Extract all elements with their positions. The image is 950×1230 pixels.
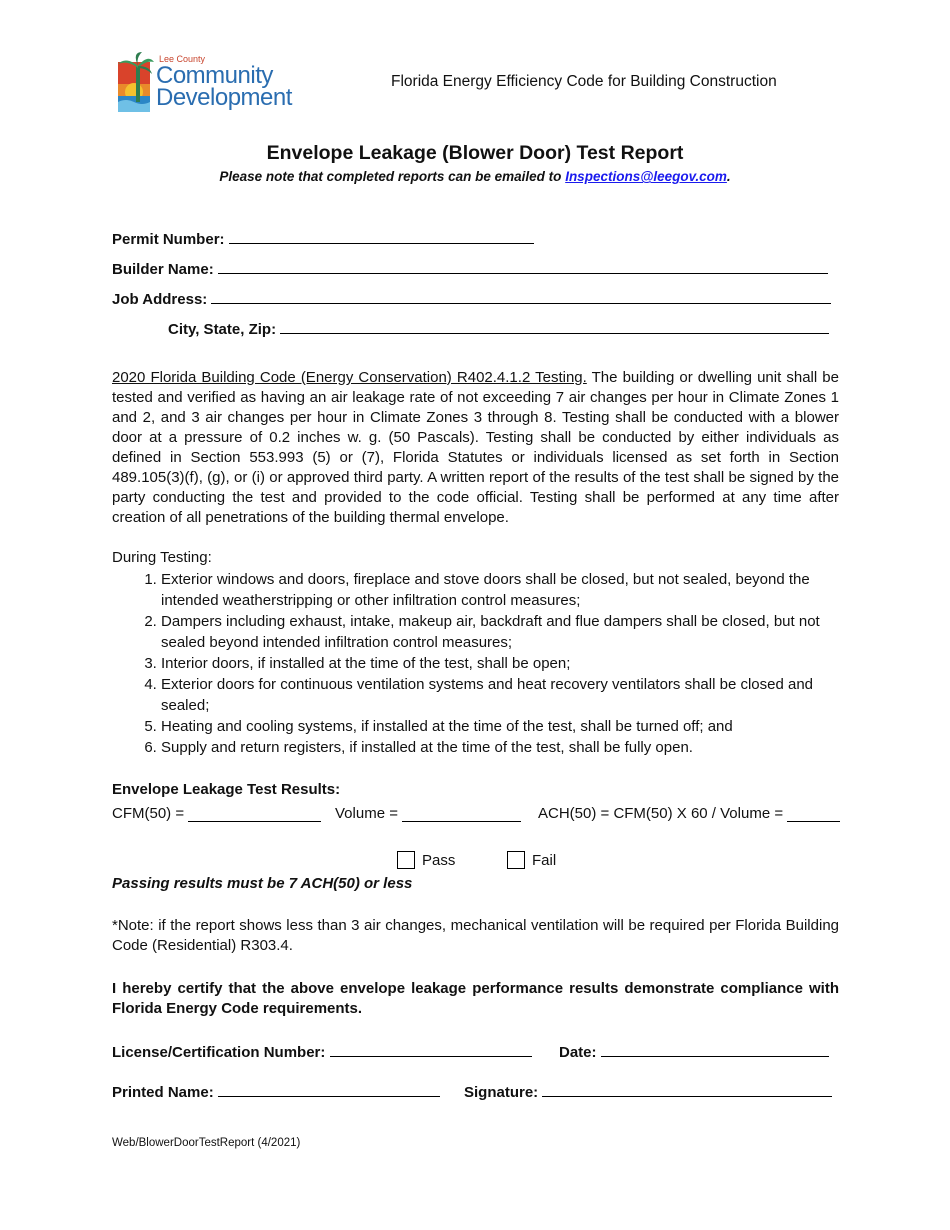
ach-input-line[interactable]: [787, 806, 840, 822]
list-item: 3. Interior doors, if installed at the time of the test, shall be open;: [161, 653, 839, 674]
cfm-label: CFM(50) =: [112, 805, 185, 822]
signature-field: [464, 1082, 832, 1101]
date-input-line[interactable]: [601, 1042, 829, 1057]
logo-community-text: Community: [156, 62, 273, 89]
volume-field: [335, 805, 521, 822]
pass-label: Pass: [422, 851, 456, 869]
signature-label: Signature:: [464, 1084, 539, 1101]
job-address-input-line[interactable]: [211, 289, 831, 304]
ventilation-note: *Note: if the report shows less than 3 air changes, mechanical ventilation will be required per Florida Building Code (Residential) R303.4.: [112, 917, 839, 954]
builder-name-input-line[interactable]: [218, 259, 828, 274]
testing-conditions-list: [112, 569, 839, 758]
list-item: 2. Dampers including exhaust, intake, makeup air, backdraft and flue dampers shall be closed, but not sealed beyond intended infiltration control measures;: [161, 611, 839, 653]
date-label: Date:: [559, 1044, 597, 1061]
palm-tree-icon: [116, 52, 154, 114]
cfm-input-line[interactable]: [188, 806, 321, 822]
volume-input-line[interactable]: [402, 806, 521, 822]
license-number-input-line[interactable]: [330, 1042, 532, 1057]
license-number-field: [112, 1042, 532, 1061]
signature-input-line[interactable]: [542, 1082, 832, 1097]
code-text: The building or dwelling unit shall be tested and verified as having an air leakage rate of not exceeding 7 air changes per hour in Climate Zones 1 and 2, and 3 air changes per hour in Climate Zones 3 through 8. Testing shall be conducted with a blower door at a pressure of 0.2 inches w. g. (50 Pascals). Testing shall be conducted by either individuals as defined in Section 553.993 (5) or (7), Florida Statutes or individuals licensed as set forth in Section 489.105(3)(f), (g), or (i) or approved third party. A written report of the results of the test shall be signed by the party conducting the test and provided to the code official. Testing shall be performed at any time after creation of all penetrations of the building thermal envelope.: [112, 369, 839, 526]
logo-development-text: Development: [156, 84, 292, 111]
city-state-zip-field: [168, 319, 829, 338]
energy-code-header: Florida Energy Efficiency Code for Building Construction: [391, 73, 777, 90]
permit-number-input-line[interactable]: [229, 229, 534, 244]
city-state-zip-input-line[interactable]: [280, 319, 829, 334]
fail-label: Fail: [532, 851, 557, 869]
builder-name-label: Builder Name:: [112, 261, 214, 278]
city-state-zip-label: City, State, Zip:: [168, 321, 277, 338]
certification-statement: I hereby certify that the above envelope leakage performance results demonstrate compliance with Florida Energy Code requirements.: [112, 980, 839, 1017]
email-note-suffix: .: [726, 169, 731, 184]
email-note: [0, 169, 950, 184]
logo-county-text: Lee County: [159, 54, 206, 64]
fail-option[interactable]: [507, 851, 556, 869]
volume-label: Volume =: [335, 805, 398, 822]
ach-field: [538, 805, 840, 822]
license-number-label: License/Certification Number:: [112, 1044, 326, 1061]
job-address-label: Job Address:: [112, 291, 208, 308]
ach-label: ACH(50) = CFM(50) X 60 / Volume =: [538, 805, 784, 822]
code-requirement-paragraph: [112, 368, 839, 528]
cfm-field: [112, 805, 321, 822]
printed-name-label: Printed Name:: [112, 1084, 214, 1101]
list-item: 5. Heating and cooling systems, if installed at the time of the test, shall be turned off; and: [161, 716, 839, 737]
form-footer-id: Web/BlowerDoorTestReport (4/2021): [112, 1137, 301, 1149]
passing-criteria-note: Passing results must be 7 ACH(50) or less: [112, 875, 413, 892]
community-development-logo: [116, 50, 302, 116]
list-item: 4. Exterior doors for continuous ventilation systems and heat recovery ventilators shall be closed and sealed;: [161, 674, 839, 716]
permit-number-label: Permit Number:: [112, 231, 225, 248]
permit-number-field: [112, 229, 534, 248]
pass-checkbox[interactable]: [397, 851, 415, 869]
job-address-field: [112, 289, 831, 308]
report-title: Envelope Leakage (Blower Door) Test Report: [266, 142, 684, 164]
email-note-prefix: Please note that completed reports can be emailed to: [219, 169, 566, 184]
printed-name-input-line[interactable]: [218, 1082, 440, 1097]
pass-option[interactable]: [397, 851, 455, 869]
list-item: 1. Exterior windows and doors, fireplace and stove doors shall be closed, but not sealed, beyond the intended weatherstripping or other infiltration control measures;: [161, 569, 839, 611]
test-results-heading: Envelope Leakage Test Results:: [112, 781, 341, 798]
builder-name-field: [112, 259, 828, 278]
during-testing-heading: During Testing:: [112, 549, 212, 566]
list-item: 6. Supply and return registers, if installed at the time of the test, shall be fully open.: [161, 737, 839, 758]
email-link[interactable]: Inspections@leegov.com: [565, 169, 727, 184]
fail-checkbox[interactable]: [507, 851, 525, 869]
code-reference: 2020 Florida Building Code (Energy Conservation) R402.4.1.2 Testing.: [112, 369, 587, 386]
date-field: [559, 1042, 829, 1061]
printed-name-field: [112, 1082, 440, 1101]
